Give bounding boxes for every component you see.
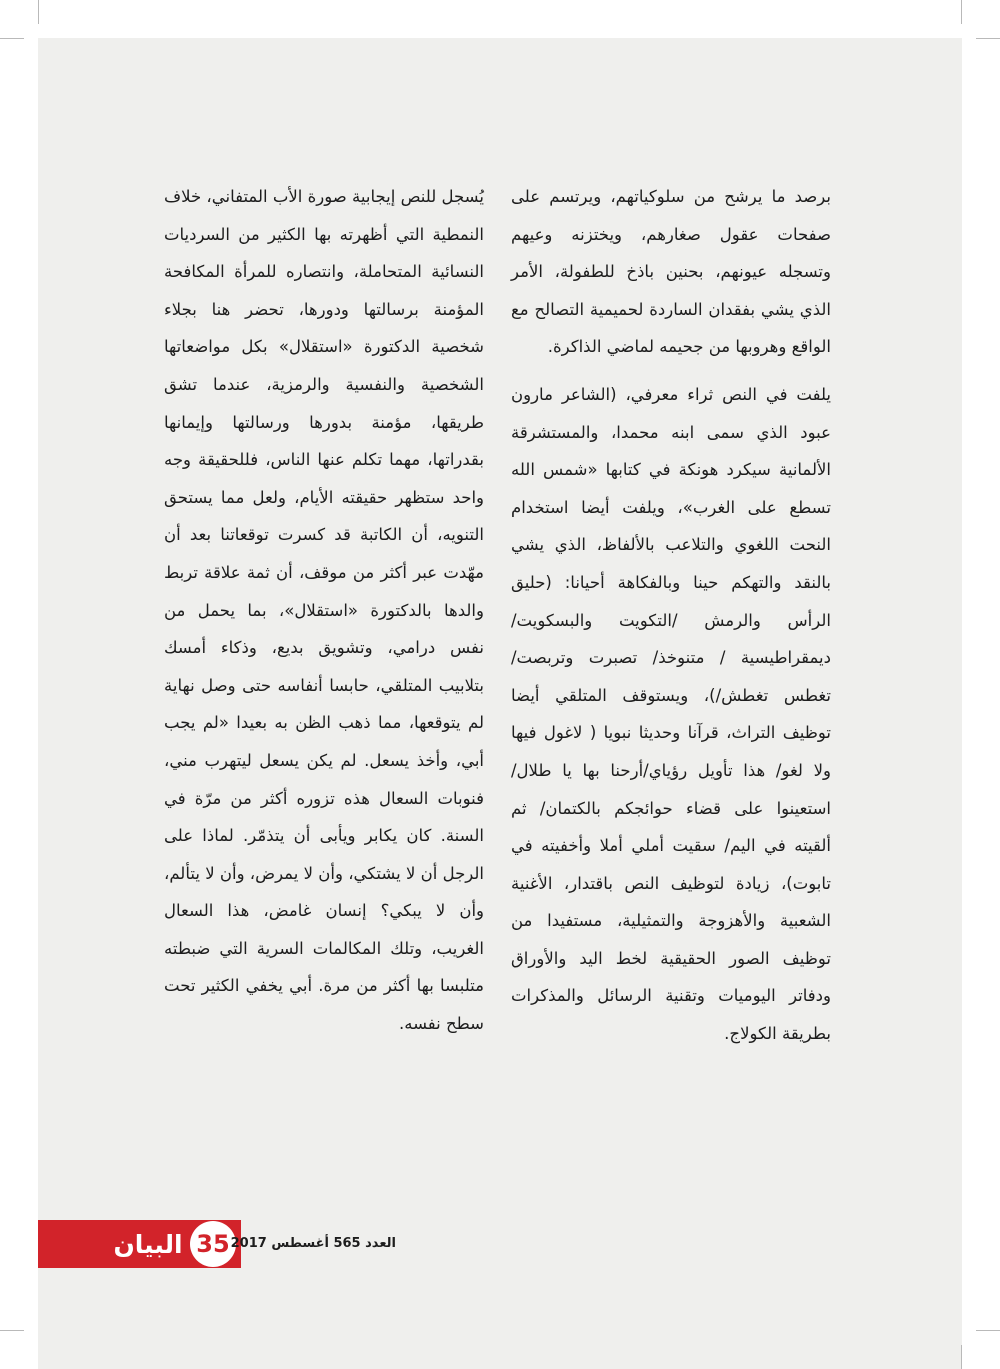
crop-mark-bottom-right-v — [961, 1345, 962, 1369]
article-column-left — [164, 178, 484, 1043]
article-paragraph: يلفت في النص ثراء معرفي، (الشاعر مارون عبود الذي سمى ابنه محمدا، والمستشرقة الألمانية سيكرد هونكة في كتابها «شمس الله تسطع على الغرب»، ويلفت أيضا استخدام النحت اللغوي والتلاعب بالألفاظ، الذي يشي بالنقد والتهكم حينا وبالفكاهة أحيانا: (حليق الرأس والرمش /التكويت والبسكويت/ ديمقراطيسية / متنوخذ/ تصبرت وتربصت/تغطس تغطش/)، ويستوقف المتلقي أيضا توظيف التراث، قرآنا وحديثا نبويا ( لاغول فيها ولا لغو/ هذا تأويل رؤياي/أرحنا بها يا طلال/استعينوا على قضاء حوائجكم بالكتمان/ ثم ألقيته في اليم/ سقيت أملي أملا وأخفيته في تابوت)، زيادة لتوظيف النص باقتدار، الأغنية الشعبية والأهزوجة والتمثيلية، مستفيدا من توظيف الصور الحقيقية لخط اليد والأوراق ودفاتر اليوميات وتقنية الرسائل والمذكرات بطريقة الكولاج. — [511, 384, 831, 1044]
crop-mark-top-left — [38, 0, 39, 24]
crop-mark-left-top — [0, 38, 24, 39]
crop-mark-right-top — [976, 38, 1000, 39]
crop-mark-bottom-left — [0, 1330, 24, 1331]
article-column-right — [511, 178, 831, 1053]
issue-info: العدد 565 أغسطس 2017 — [230, 1236, 396, 1251]
magazine-logo: البيان — [113, 1229, 183, 1259]
crop-mark-bottom-right — [976, 1330, 1000, 1331]
page-number: 35 — [190, 1221, 236, 1267]
crop-mark-top-right — [961, 0, 962, 24]
article-paragraph: يُسجل للنص إيجابية صورة الأب المتفاني، خلاف النمطية التي أظهرته بها الكثير من السرديات النسائية المتحاملة، وانتصاره للمرأة المكافحة المؤمنة برسالتها ودورها، تحضر هنا بجلاء شخصية الدكتورة «استقلال» بكل مواضعاتها الشخصية والنفسية والرمزية، عندما تشق طريقها، مؤمنة بدورها ورسالتها وإيمانها بقدراتها، مهما تكلم عنها الناس، فللحقيقة وجه واحد ستظهر حقيقته الأيام، ولعل مما يستحق التنويه، أن الكاتبة قد كسرت توقعاتنا بعد أن مهّدت عبر أكثر من موقف، أن ثمة علاقة تربط والدها بالدكتورة «استقلال»، بما يحمل من نفس درامي، وتشويق بديع، وذكاء أمسك بتلابيب المتلقي، حابسا أنفاسه حتى وصل نهاية لم يتوقعها، مما ذهب الظن به بعيدا «لم يجب أبي، وأخذ يسعل. لم يكن يسعل ليتهرب مني، فنوبات السعال هذه تزوره أكثر من مرّة في السنة. كان يكابر ويأبى أن يتذمّر. لماذا على الرجل أن لا يشتكي، وأن لا يمرض، وأن لا يتألم، وأن لا يبكي؟ إنسان غامض، هذا السعال الغريب، وتلك المكالمات السرية التي ضبطته متلبسا بها أكثر من مرة. أبي يخفي الكثير تحت سطح نفسه. — [164, 187, 484, 1034]
article-paragraph: برصد ما يرشح من سلوكياتهم، ويرتسم على صفحات عقول صغارهم، ويختزنه وعيهم وتسجله عيونهم، بحنين باذخ للطفولة، الأمر الذي يشي بفقدان الساردة لحميمية التصالح مع الواقع وهروبها من جحيمه لماضي الذاكرة. — [511, 187, 831, 357]
